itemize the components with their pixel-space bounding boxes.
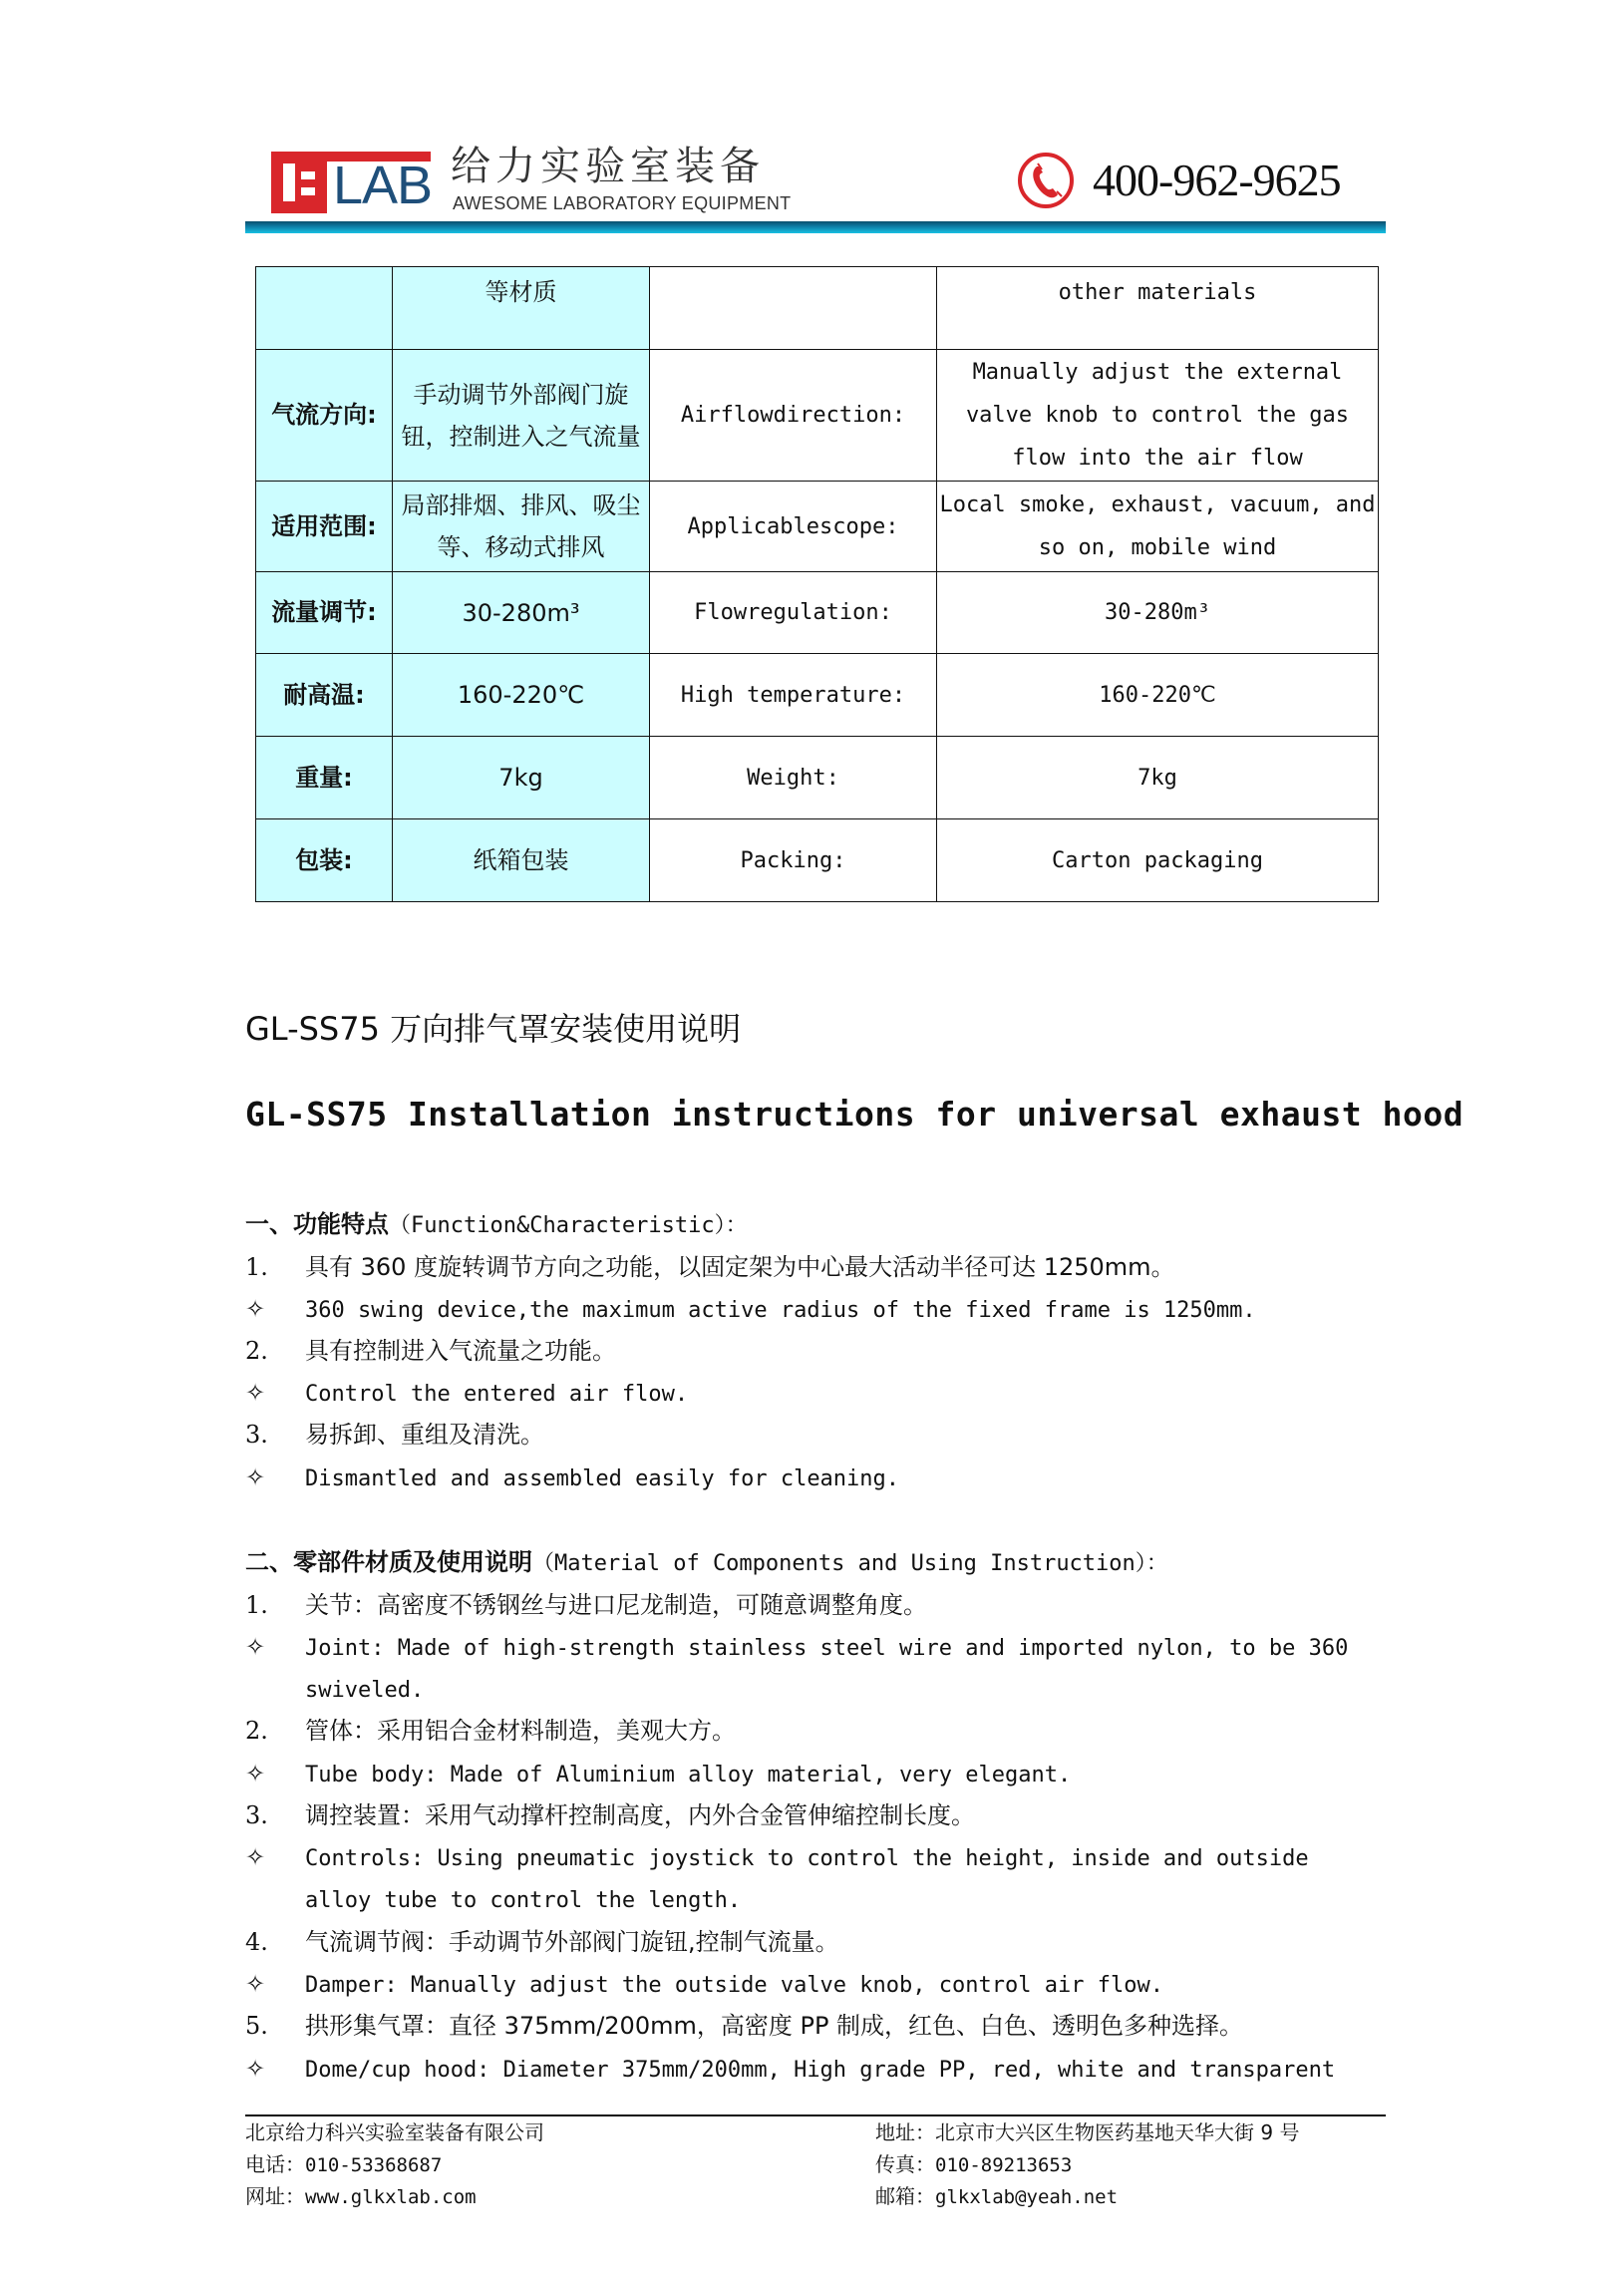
cn-value-cell: 纸箱包装: [393, 819, 650, 902]
footer-company: 北京给力科兴实验室装备有限公司: [245, 2120, 544, 2144]
list-item: [245, 1378, 688, 1410]
item-text-en: Joint: Made of high-strength stainless steel wire and imported nylon, to be 360: [305, 1636, 1349, 1661]
cn-label-cell: 适用范围:: [256, 482, 393, 572]
footer-web-label: 网址：: [245, 2184, 305, 2208]
item-text-en: Dome/cup hood: Diameter 375mm/200mm, High grade PP, red, white and transparent: [305, 2058, 1336, 2083]
en-label-cell: Applicablescope:: [650, 482, 937, 572]
section1-heading-cn: 一、功能特点: [245, 1210, 389, 1238]
cn-label-cell: 气流方向:: [256, 350, 393, 482]
list-item: [245, 1759, 1071, 1790]
spec-table: [255, 266, 1379, 902]
diamond-bullet-icon: ✧: [245, 2055, 266, 2083]
doc-title-en: GL-SS75 Installation instructions for universal exhaust hood: [245, 1095, 1464, 1134]
hotline-number: 400-962-9625: [1093, 155, 1341, 205]
list-item-continuation: [305, 1884, 741, 1916]
footer-email-link[interactable]: glkxlab@yeah.net: [935, 2186, 1119, 2208]
footer-web-link[interactable]: www.glkxlab.com: [305, 2186, 477, 2208]
list-item: [245, 1336, 616, 1366]
item-text-cn: 管体：采用铝合金材料制造，美观大方。: [305, 1717, 736, 1745]
cn-value-cell: 7kg: [393, 737, 650, 819]
list-item: [245, 1842, 1309, 1874]
item-text-cn: 拱形集气罩：直径 375mm/200mm，高密度 PP 制成，红色、白色、透明色多种选择。: [305, 2012, 1244, 2040]
item-text-cn: 具有控制进入气流量之功能。: [305, 1337, 616, 1365]
diamond-bullet-icon: ✧: [245, 1295, 266, 1323]
cn-label-cell: 耐高温:: [256, 654, 393, 737]
table-row: [256, 572, 1379, 654]
diamond-bullet-icon: ✧: [245, 1463, 266, 1491]
list-item: [245, 2011, 1243, 2041]
en-value-cell: Local smoke, exhaust, vacuum, and so on, mobile wind: [937, 482, 1379, 572]
item-text-en: Controls: Using pneumatic joystick to control the height, inside and outside: [305, 1846, 1309, 1871]
diamond-bullet-icon: ✧: [245, 1843, 266, 1871]
item-text-en: Tube body: Made of Aluminium alloy material, very elegant.: [305, 1763, 1072, 1787]
cn-value-cell: 等材质: [393, 267, 650, 350]
doc-title-cn: GL-SS75 万向排气罩安装使用说明: [245, 1010, 742, 1048]
brand-name-cn: 给力实验室装备: [451, 144, 765, 189]
footer-website: [245, 2183, 477, 2210]
item-number: 4.: [245, 1928, 268, 1956]
list-item: [245, 1632, 1348, 1664]
section2-heading-en: （Material of Components and Using Instruction）：: [532, 1551, 1168, 1576]
table-row: [256, 267, 1379, 350]
en-label-cell: Flowregulation:: [650, 572, 937, 654]
section1-heading-en: （Function&Characteristic）：: [389, 1213, 748, 1238]
list-item: [245, 1462, 899, 1494]
logo-text: LAB: [333, 156, 433, 215]
en-value-cell: 160-220℃: [937, 654, 1379, 737]
diamond-bullet-icon: ✧: [245, 1760, 266, 1787]
item-text-en-cont: alloy tube to control the length.: [305, 1888, 742, 1913]
item-text-cn: 气流调节阀：手动调节外部阀门旋钮,控制气流量。: [305, 1928, 839, 1956]
item-text-cn: 易拆卸、重组及清洗。: [305, 1421, 544, 1449]
item-text-en: Damper: Manually adjust the outside valve knob, control air flow.: [305, 1973, 1163, 1998]
footer-phone: [245, 2151, 442, 2178]
item-number: 3.: [245, 1801, 268, 1829]
list-item: [245, 1716, 736, 1746]
diamond-bullet-icon: ✧: [245, 1633, 266, 1661]
table-row: [256, 482, 1379, 572]
item-text-cn: 具有 360 度旋转调节方向之功能，以固定架为中心最大活动半径可达 1250mm。: [305, 1253, 1175, 1281]
table-row: [256, 654, 1379, 737]
footer-address: [875, 2119, 1299, 2145]
en-value-cell: 7kg: [937, 737, 1379, 819]
diamond-bullet-icon: ✧: [245, 1970, 266, 1998]
cn-value-cell: 局部排烟、排风、吸尘等、移动式排风: [393, 482, 650, 572]
en-value-cell: Carton packaging: [937, 819, 1379, 902]
en-value-cell: Manually adjust the external valve knob to control the gas flow into the air flow: [937, 350, 1379, 482]
item-text-cn: 关节：高密度不锈钢丝与进口尼龙制造，可随意调整角度。: [305, 1591, 927, 1619]
item-number: 3.: [245, 1421, 268, 1449]
item-number: 5.: [245, 2012, 268, 2040]
list-item: [245, 1927, 839, 1957]
list-item-continuation: [305, 1674, 424, 1706]
en-label-cell: High temperature:: [650, 654, 937, 737]
footer-phone-value: 010-53368687: [305, 2154, 443, 2176]
en-label-cell: [650, 267, 937, 350]
list-item: [245, 2054, 1335, 2086]
list-item: [245, 1252, 1175, 1282]
list-item: [245, 1420, 544, 1450]
en-value-cell: 30-280m³: [937, 572, 1379, 654]
item-text-cn: 调控装置：采用气动撑杆控制高度，内外合金管伸缩控制长度。: [305, 1801, 975, 1829]
cn-label-cell: 重量:: [256, 737, 393, 819]
table-row: [256, 819, 1379, 902]
section2-heading-cn: 二、零部件材质及使用说明: [245, 1548, 532, 1576]
table-row: [256, 737, 1379, 819]
brand-name-en: AWESOME LABORATORY EQUIPMENT: [453, 193, 792, 213]
cn-label-cell: 包装:: [256, 819, 393, 902]
footer-email: [875, 2183, 1118, 2210]
item-number: 2.: [245, 1717, 268, 1745]
en-label-cell: Airflowdirection:: [650, 350, 937, 482]
footer-phone-label: 电话：: [245, 2152, 305, 2176]
en-value-cell: other materials: [937, 267, 1379, 350]
footer-fax-label: 传真：: [875, 2152, 935, 2176]
header-divider: [245, 221, 1386, 233]
item-text-en: 360 swing device,the maximum active radius of the fixed frame is 1250mm.: [305, 1298, 1256, 1323]
list-item: [245, 1294, 1256, 1326]
en-label-cell: Packing:: [650, 819, 937, 902]
en-label-cell: Weight:: [650, 737, 937, 819]
cn-value-cell: 30-280m³: [393, 572, 650, 654]
company-logo: [271, 152, 431, 213]
cn-value-cell: 手动调节外部阀门旋钮，控制进入之气流量: [393, 350, 650, 482]
item-text-en: Control the entered air flow.: [305, 1382, 689, 1407]
list-item: [245, 1969, 1163, 2001]
footer-fax: [875, 2151, 1072, 2178]
footer-address-label: 地址：: [875, 2120, 935, 2144]
footer-divider: [245, 2114, 1386, 2116]
cn-value-cell: 160-220℃: [393, 654, 650, 737]
footer-email-label: 邮箱：: [875, 2184, 935, 2208]
list-item: [245, 1800, 975, 1830]
footer-address-value: 北京市大兴区生物医药基地天华大街 9 号: [935, 2120, 1300, 2144]
cn-label-cell: [256, 267, 393, 350]
item-text-en: Dismantled and assembled easily for cleaning.: [305, 1466, 900, 1491]
cn-label-cell: 流量调节:: [256, 572, 393, 654]
footer-fax-value: 010-89213653: [935, 2154, 1073, 2176]
section2-heading: [245, 1547, 1168, 1579]
item-number: 1.: [245, 1253, 268, 1281]
phone-icon: [1017, 152, 1075, 209]
section1-heading: [245, 1209, 748, 1241]
item-number: 2.: [245, 1337, 268, 1365]
item-text-en-cont: swiveled.: [305, 1678, 425, 1703]
item-number: 1.: [245, 1591, 268, 1619]
diamond-bullet-icon: ✧: [245, 1379, 266, 1407]
list-item: [245, 1590, 927, 1620]
table-row: [256, 350, 1379, 482]
